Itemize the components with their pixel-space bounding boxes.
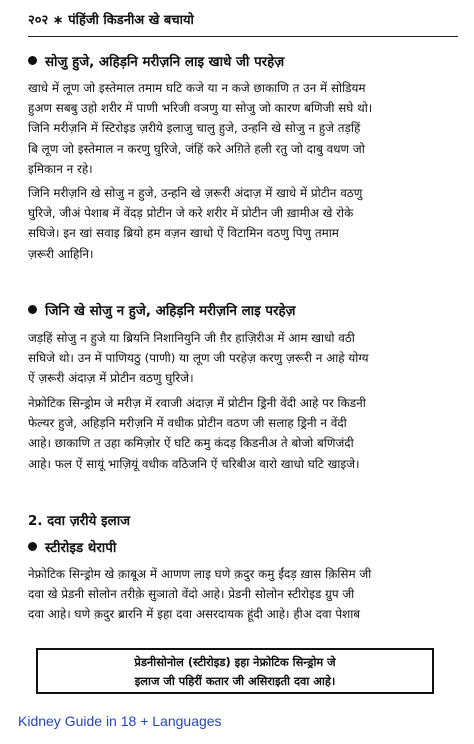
heading-text: 2. दवा ज़रीये इलाज	[28, 514, 131, 529]
text-line: इमिकान न रहे।	[28, 161, 93, 176]
section-heading-no-swelling-diet	[28, 303, 295, 321]
text-line: दवा आहे। घणे क़दुर ब्रारनि में इहा दवा असरदायक हूंदी आहे। हीअ दवा पेशाब	[28, 607, 361, 622]
text-line: खाधे में लूण जो इस्तेमाल तमाम घटि कजे या न कजे छाकाणि त उन में सोडियम	[28, 81, 366, 95]
text-line: सघिजे थो। उन में पाणियठु (पाणी) या लूण जी परहेज़ करणु ज़रूरी न आहे योग्य	[28, 351, 369, 366]
callout-box	[36, 648, 434, 694]
text-line: हुअण सबबु उहो शरीर में पाणी भरिजी वञणु या सोजु जो कारण बणिजी सघे थो।	[28, 101, 373, 116]
page-header	[28, 10, 458, 37]
paragraph-salt-restriction	[28, 78, 462, 179]
paragraph-protein-intake	[28, 183, 462, 264]
text-line: नेफ्रोटिक सिन्ड्रोम खे क़ाबूअ में आणण लाइ घणे क़दुर कमु ईंदड़ ख़ास क़िसिम जी	[28, 567, 372, 581]
text-line: फेल्यर हुजे, अहिड़नि मरीज़नि में वधीक प्रोटीन वठण जी सलाह ड्रिनी न वेंदी	[28, 416, 347, 431]
footer-link[interactable]: Kidney Guide in 18 + Languages	[18, 713, 222, 729]
page-header-text: २०२ ∗ पंहिंजी किडनीअ खे बचायो	[28, 13, 194, 28]
text-line: आहे। फल ऐं सायूं भाज़ियूं वधीक वठिजनि ऐं चरिबीअ वारो खाधो घटि खाइजे।	[28, 456, 360, 471]
paragraph-kidney-failure-protein	[28, 393, 462, 474]
subheading-steroid-therapy	[28, 540, 116, 558]
text-line: दवा खे प्रेडनी सोलोन तरीक़े सुञातो वेंदो आहे। प्रेडनी सोलोन स्टीरोइड ग्रुप जी	[28, 587, 355, 602]
paragraph-normal-diet	[28, 328, 462, 389]
text-line: नेफ्रोटिक सिन्ड्रोम जे मरीज़ में रवाजी अंदाज़ में प्रोटीन ड्रिनी वेंदी आहे पर किडनी	[28, 396, 366, 410]
heading-text: जिनि खे सोजु न हुजे, अहिड़नि मरीज़नि लाइ परहेज़	[45, 304, 296, 319]
callout-line: प्रेडनीसोनोल (स्टीरोइड) इहा नेफ्रोटिक सिन्ड्रोम जे	[134, 655, 336, 669]
text-line: बि लूण जो इस्तेमाल न करणु घुरिजे, जंहिं करे अग़िते हली रतु जो दाबु वधण जो	[28, 141, 365, 156]
bullet-icon	[28, 56, 37, 65]
text-line: आहे। छाकाणि त उहा कमिज़ोर ऐं घटि कमु कंदड़ किडनीअ ते बोजो बणिजंदी	[28, 436, 354, 451]
text-line: जिनि मरीज़नि खे सोजु न हुजे, उन्हनि खे ज़रूरी अंदाज़ में खाधे में प्रोटीन वठणु	[28, 186, 363, 200]
section-heading-drug-treatment	[28, 513, 130, 531]
text-line: जड़हिं सोजु न हुजे या ब्रियनि निशानियुनि जी ग़ैर हाज़िरीअ में आम खाधो वठी	[28, 331, 355, 345]
text-line: ज़रूरी आहिनि।	[28, 246, 94, 261]
text-line: घुरिजे, जीअं पेशाब में वेंदड़ प्रोटीन जे करे शरीर में प्रोटीन जी ख़ामीअ खे रोके	[28, 206, 354, 221]
paragraph-prednisolone	[28, 564, 462, 625]
bullet-icon	[28, 305, 37, 314]
heading-text: सोजु हुजे, अहिड़नि मरीज़नि लाइ खाधे जी परहेज़	[45, 55, 285, 70]
bullet-icon	[28, 542, 37, 551]
callout-line: इलाज जी पहिरीं कतार जी असिराइती दवा आहे।	[134, 674, 336, 688]
section-heading-swelling-diet	[28, 54, 284, 72]
text-line: सघिजे। इन खां सवाइ ब्रियो हम वज़न खाधो ऐं विटामिन वठणु पिणु तमाम	[28, 226, 339, 241]
text-line: ऐं ज़रूरी अंदाज़ में प्रोटीन वठणु घुरिजे।	[28, 371, 194, 386]
heading-text: स्टीरोइड थेरापी	[45, 541, 117, 556]
text-line: जिनि मरीज़नि में स्टिरोइड ज़रीये इलाजु चालु हुजे, उन्हनि खे सोजु न हुजे तड़हिं	[28, 121, 361, 136]
